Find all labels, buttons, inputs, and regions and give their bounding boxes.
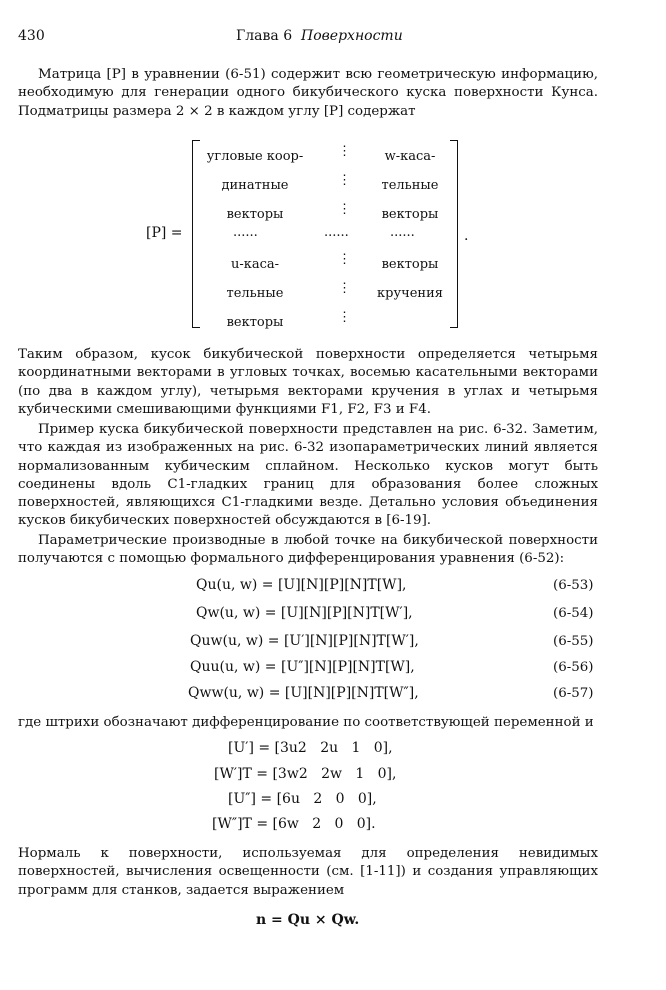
paragraph-4: Параметрические производные в любой точке на бикубической поверхности получаются с помощью формального дифференцирования уравнения (6-52): — [18, 533, 598, 567]
matrix-label: [P] = — [146, 225, 183, 241]
equation-number: (6-54) — [553, 606, 594, 621]
equation-6-53: Qu(u, w) = [U][N][P][N]T[W], — [196, 577, 407, 593]
page-number: 430 — [18, 28, 45, 44]
paragraph-5: где штрихи обозначают дифференцирование по соответствующей переменной и — [18, 715, 594, 730]
normal-equation: n = Qu × Qw. — [256, 912, 360, 928]
equation-6-54: Qw(u, w) = [U][N][P][N]T[W′], — [196, 605, 413, 621]
equation-number: (6-56) — [553, 660, 594, 675]
equation-6-55: Quw(u, w) = [U′][N][P][N]T[W′], — [190, 633, 419, 649]
paragraph-6: Нормаль к поверхности, используемая для определения невидимых поверхностей, вычисления освещенности (см. [1-11]) и создания управляющих программ для станков, задается выражением — [18, 846, 598, 898]
equation-6-57: Qww(u, w) = [U][N][P][N]T[W″], — [188, 685, 419, 701]
derivative-W-double-prime: [W″]T = [6w 2 0 0]. — [212, 816, 376, 832]
matrix-separator: ⋮ — [338, 202, 351, 217]
intro-paragraph: Матрица [P] в уравнении (6-51) содержит всю геометрическую информацию, необходимую для генерации одного бикубического куска поверхности Кунса. Подматрицы размера 2 × 2 в каждом углу [P] содержат — [18, 67, 598, 119]
matrix-separator: ⋮ — [338, 144, 351, 159]
equation-6-56: Quu(u, w) = [U″][N][P][N]T[W], — [190, 659, 415, 675]
derivative-U-double-prime: [U″] = [6u 2 0 0], — [228, 791, 377, 807]
matrix-cell: векторы — [226, 315, 284, 330]
matrix-cell: векторы — [226, 207, 284, 222]
matrix-period: . — [464, 228, 469, 244]
equation-number: (6-55) — [553, 634, 594, 649]
equation-number: (6-53) — [553, 578, 594, 593]
matrix-cell: w-каса- — [384, 149, 436, 164]
chapter-title: Поверхности — [301, 28, 403, 44]
matrix-cell: тельные — [381, 178, 439, 193]
matrix-separator: ⋮ — [338, 310, 351, 325]
matrix-hdots: ...... — [324, 225, 349, 240]
matrix-hdots: ...... — [390, 225, 415, 240]
matrix-cell: векторы — [381, 207, 439, 222]
running-header — [18, 28, 646, 48]
matrix-cell: u-каса- — [230, 257, 280, 272]
running-title: Глава 6 Поверхности — [236, 28, 403, 44]
matrix-cell: векторы — [381, 257, 439, 272]
derivative-U-prime: [U′] = [3u2 2u 1 0], — [228, 740, 393, 756]
matrix-separator: ⋮ — [338, 252, 351, 267]
matrix-separator: ⋮ — [338, 281, 351, 296]
paragraph-3: Пример куска бикубической поверхности представлен на рис. 6-32. Заметим, что каждая из изображенных на рис. 6-32 изопараметрических линий является нормализованным кубическим сплайном. Несколько кусков могут быть соединены вдоль C1-гладких границ для образования более сложных поверхностей, являющихся C1-гладкими везде. Детально условия объединения кусков бикубических поверхностей обсуждаются в [6-19]. — [18, 422, 598, 529]
derivative-W-prime: [W′]T = [3w2 2w 1 0], — [214, 766, 397, 782]
matrix-hdots: ...... — [233, 225, 258, 240]
matrix-cell: угловые коор- — [206, 149, 304, 164]
matrix-cell: динатные — [221, 178, 289, 193]
matrix-cell: тельные — [226, 286, 284, 301]
equation-number: (6-57) — [553, 686, 594, 701]
matrix-cell: кручения — [377, 286, 443, 301]
paragraph-2: Таким образом, кусок бикубической поверхности определяется четырьмя координатными векторами в угловых точках, восемью касательными векторами (по два в каждом углу), четырьмя векторами кручения в углах и четырьмя кубическими смешивающими функциями F1, F2, F3 и F4. — [18, 347, 598, 417]
matrix-separator: ⋮ — [338, 173, 351, 188]
